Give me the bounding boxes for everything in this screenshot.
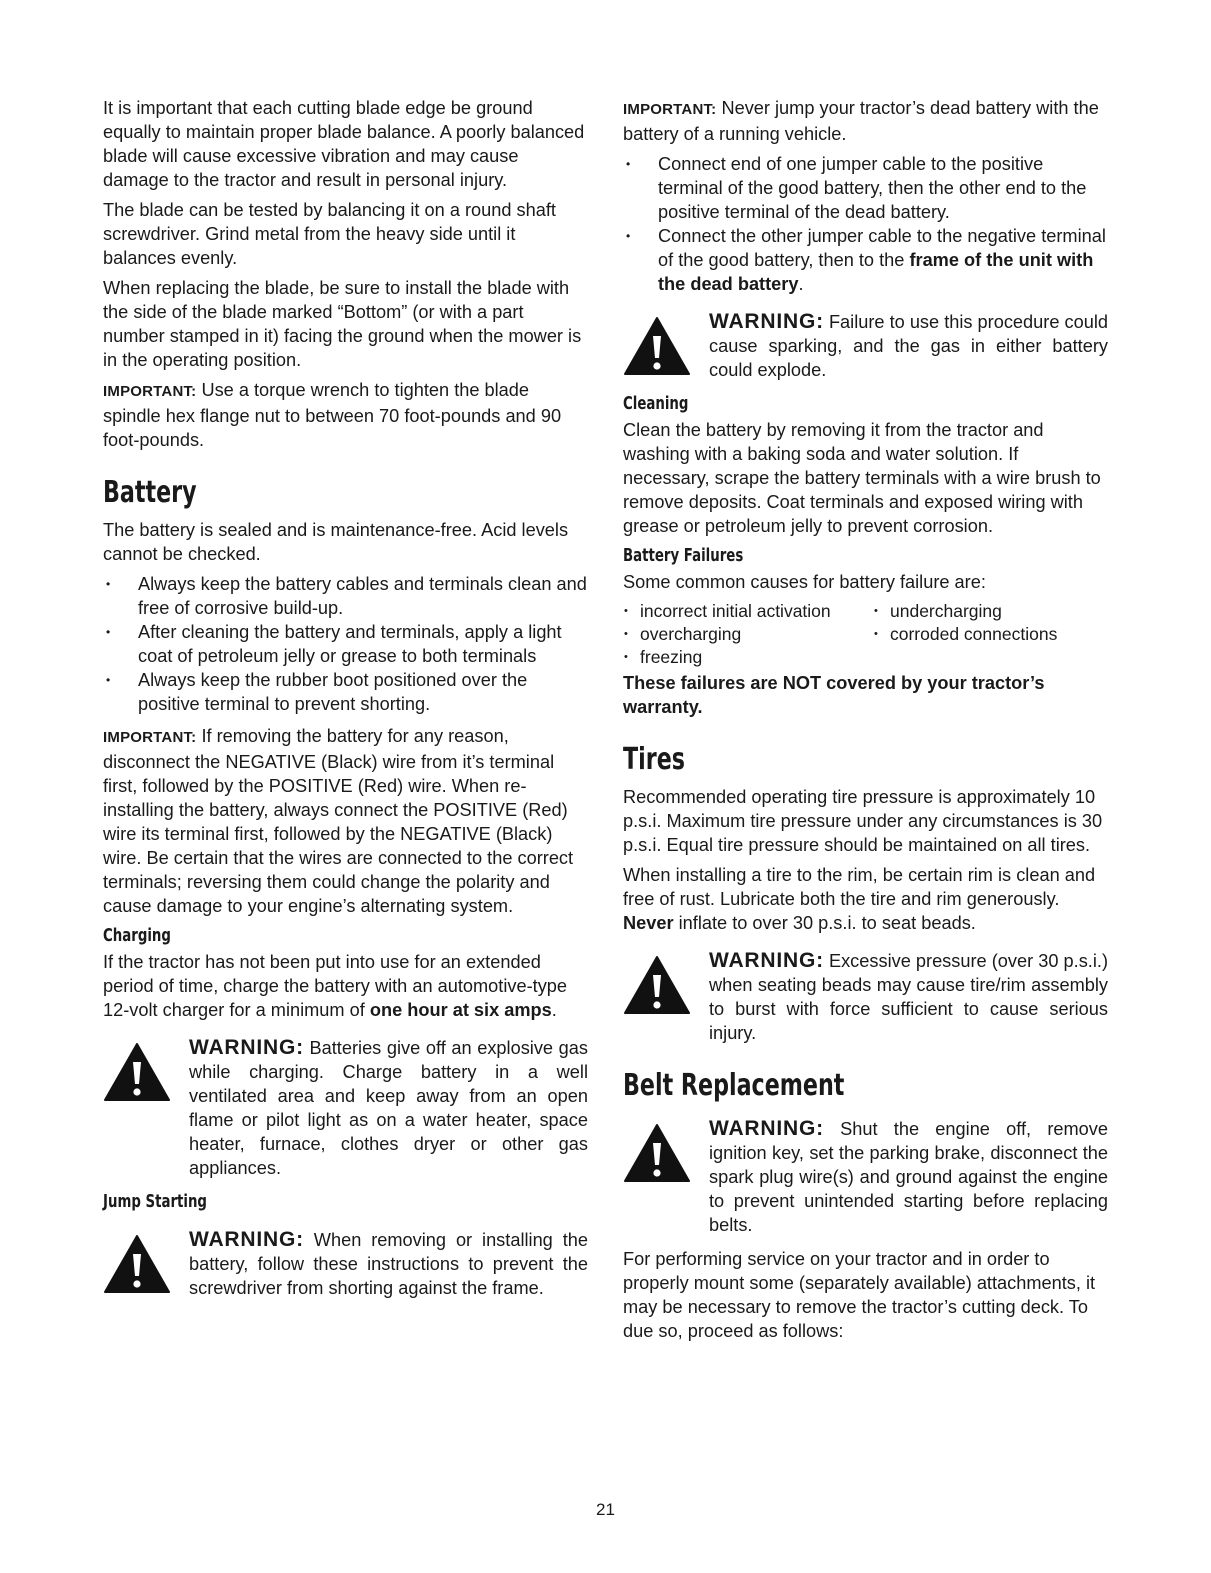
tire-install-paragraph xyxy=(623,863,1108,935)
warning-text xyxy=(189,1228,588,1300)
failures-intro: Some common causes for battery failure are: xyxy=(623,572,986,592)
list-item: • overcharging xyxy=(623,623,873,646)
warning-label: WARNING: xyxy=(189,1036,304,1059)
charging-text: If the tractor has not been put into use for an extended period of time, charge the battery with an automotive-type 12-volt charger for a minimum of xyxy=(103,952,568,1020)
important-torque-note xyxy=(103,378,588,452)
cleaning-paragraph: Clean the battery by removing it from the tractor and washing with a baking soda and water solution. If necessary, scrape the battery terminals with a wire brush to remove deposits. Coat terminals and exposed wiring with grease or petroleum jelly to prevent corrosion. xyxy=(623,420,1101,536)
charging-end: . xyxy=(551,1000,557,1020)
list-item: • Always keep the battery cables and terminals clean and free of corrosive build-up. xyxy=(103,572,588,620)
important-text: Use a torque wrench to tighten the blade spindle hex flange nut to between 70 foot-pounds and 90 foot-pounds. xyxy=(103,380,562,450)
warning-label: WARNING: xyxy=(709,1117,824,1140)
battery-heading: Battery xyxy=(103,475,197,510)
warning-block-tire xyxy=(623,949,1108,1045)
list-item: • incorrect initial activation xyxy=(623,600,873,623)
list-item: • Connect end of one jumper cable to the positive terminal of the good battery, then the other end to the positive terminal of the dead battery. xyxy=(623,152,1108,224)
list-item xyxy=(623,224,1108,296)
warning-text xyxy=(709,310,1108,382)
battery-failures-heading: Battery Failures xyxy=(623,545,744,566)
important-text: Never jump your tractor’s dead battery with the battery of a running vehicle. xyxy=(623,98,1099,144)
belt-replacement-heading: Belt Replacement xyxy=(623,1068,845,1103)
warning-triangle-icon xyxy=(623,1117,709,1237)
warning-text xyxy=(709,1117,1108,1237)
warning-body: When removing or installing the battery, follow these instructions to prevent the screwdriver from shorting against the frame. xyxy=(189,1230,588,1298)
tire-install-end: inflate to over 30 p.s.i. to seat beads. xyxy=(673,913,976,933)
warning-triangle-icon xyxy=(623,949,709,1045)
right-column xyxy=(623,96,1108,1349)
list-item-bold: frame of the unit with the dead battery xyxy=(658,250,1094,294)
warning-label: WARNING: xyxy=(709,949,824,972)
important-label: IMPORTANT: xyxy=(623,101,717,118)
battery-bullet-list xyxy=(103,572,588,716)
list-item-end: . xyxy=(798,274,804,294)
warning-text xyxy=(709,949,1108,1045)
blade-test-paragraph: The blade can be tested by balancing it on a round shaft screwdriver. Grind metal from the heavy side until it balances evenly. xyxy=(103,200,556,268)
blade-balance-paragraph: It is important that each cutting blade edge be ground equally to maintain proper blade balance. A poorly balanced blade will cause excessive vibration and may cause damage to the tractor and result in personal injury. xyxy=(103,98,585,190)
list-item: • After cleaning the battery and terminals, apply a light coat of petroleum jelly or grease to both terminals xyxy=(103,620,588,668)
list-item: • undercharging xyxy=(873,600,1108,623)
warning-label: WARNING: xyxy=(709,310,824,333)
charging-bold-text: one hour at six amps xyxy=(369,1000,552,1020)
important-jump-note xyxy=(623,96,1108,146)
tire-pressure-paragraph: Recommended operating tire pressure is approximately 10 p.s.i. Maximum tire pressure under any circumstances is 30 p.s.i. Equal tire pressure should be maintained on all tires. xyxy=(623,787,1103,855)
tires-heading: Tires xyxy=(623,742,685,777)
belt-paragraph: For performing service on your tractor and in order to properly mount some (separately available) attachments, it may be necessary to remove the tractor’s cutting deck. To due so, proceed as follows: xyxy=(623,1249,1096,1341)
failure-causes-list xyxy=(623,600,1108,669)
list-item: • Always keep the rubber boot positioned over the positive terminal to prevent shorting. xyxy=(103,668,588,716)
warning-block-sparking xyxy=(623,310,1108,382)
cleaning-heading: Cleaning xyxy=(623,393,689,414)
list-item: • freezing xyxy=(623,646,873,669)
blade-replace-paragraph: When replacing the blade, be sure to install the blade with the side of the blade marked “Bottom” (or with a part number stamped in it) facing the ground when the mower is in the operating position. xyxy=(103,278,582,370)
important-battery-removal-note xyxy=(103,724,588,918)
charging-paragraph xyxy=(103,950,588,1022)
warning-triangle-icon xyxy=(103,1228,189,1300)
list-item: • corroded connections xyxy=(873,623,1108,646)
warning-text xyxy=(189,1036,588,1180)
list-item-text: Connect the other jumper cable to the negative terminal of the good battery, then to the xyxy=(658,226,1106,270)
warning-body: Batteries give off an explosive gas while charging. Charge battery in a well ventilated area and keep away from an open flame or pilot light as on a water heater, space heater, furnace, clothes dryer or other gas appliances. xyxy=(189,1038,588,1178)
warranty-note: These failures are NOT covered by your tractor’s warranty. xyxy=(623,673,1045,717)
warning-label: WARNING: xyxy=(189,1228,304,1251)
warning-block-charging xyxy=(103,1036,588,1180)
warning-block-jump xyxy=(103,1228,588,1300)
warning-triangle-icon xyxy=(623,310,709,382)
battery-intro: The battery is sealed and is maintenance-free. Acid levels cannot be checked. xyxy=(103,520,569,564)
warning-body: Failure to use this procedure could cause sparking, and the gas in either battery could explode. xyxy=(709,312,1108,380)
warning-block-belt xyxy=(623,1117,1108,1237)
jump-bullet-list xyxy=(623,152,1108,296)
jump-starting-heading: Jump Starting xyxy=(103,1191,207,1212)
warning-body: Excessive pressure (over 30 p.s.i.) when seating beads may cause tire/rim assembly to burst with force sufficient to cause serious injury. xyxy=(709,951,1108,1043)
tire-install-text: When installing a tire to the rim, be certain rim is clean and free of rust. Lubricate both the tire and rim generously. xyxy=(623,865,1096,909)
charging-heading: Charging xyxy=(103,925,171,946)
important-text: If removing the battery for any reason, disconnect the NEGATIVE (Black) wire from it’s terminal first, followed by the POSITIVE (Red) wire. When re-installing the battery, always connect the POSITIVE (Red) wire its terminal first, followed by the NEGATIVE (Black) wire. Be certain that the wires are connected to the correct terminals; reversing them could change the polarity and cause damage to your engine’s alternating system. xyxy=(103,726,574,916)
page-number: 21 xyxy=(596,1500,615,1519)
warning-body: Shut the engine off, remove ignition key, set the parking brake, disconnect the spark plug wire(s) and ground against the engine to prevent unintended starting before replacing belts. xyxy=(709,1119,1108,1235)
warning-triangle-icon xyxy=(103,1036,189,1180)
left-column xyxy=(103,96,588,1310)
important-label: IMPORTANT: xyxy=(103,729,197,746)
tire-install-bold: Never xyxy=(623,913,674,933)
important-label: IMPORTANT: xyxy=(103,383,197,400)
